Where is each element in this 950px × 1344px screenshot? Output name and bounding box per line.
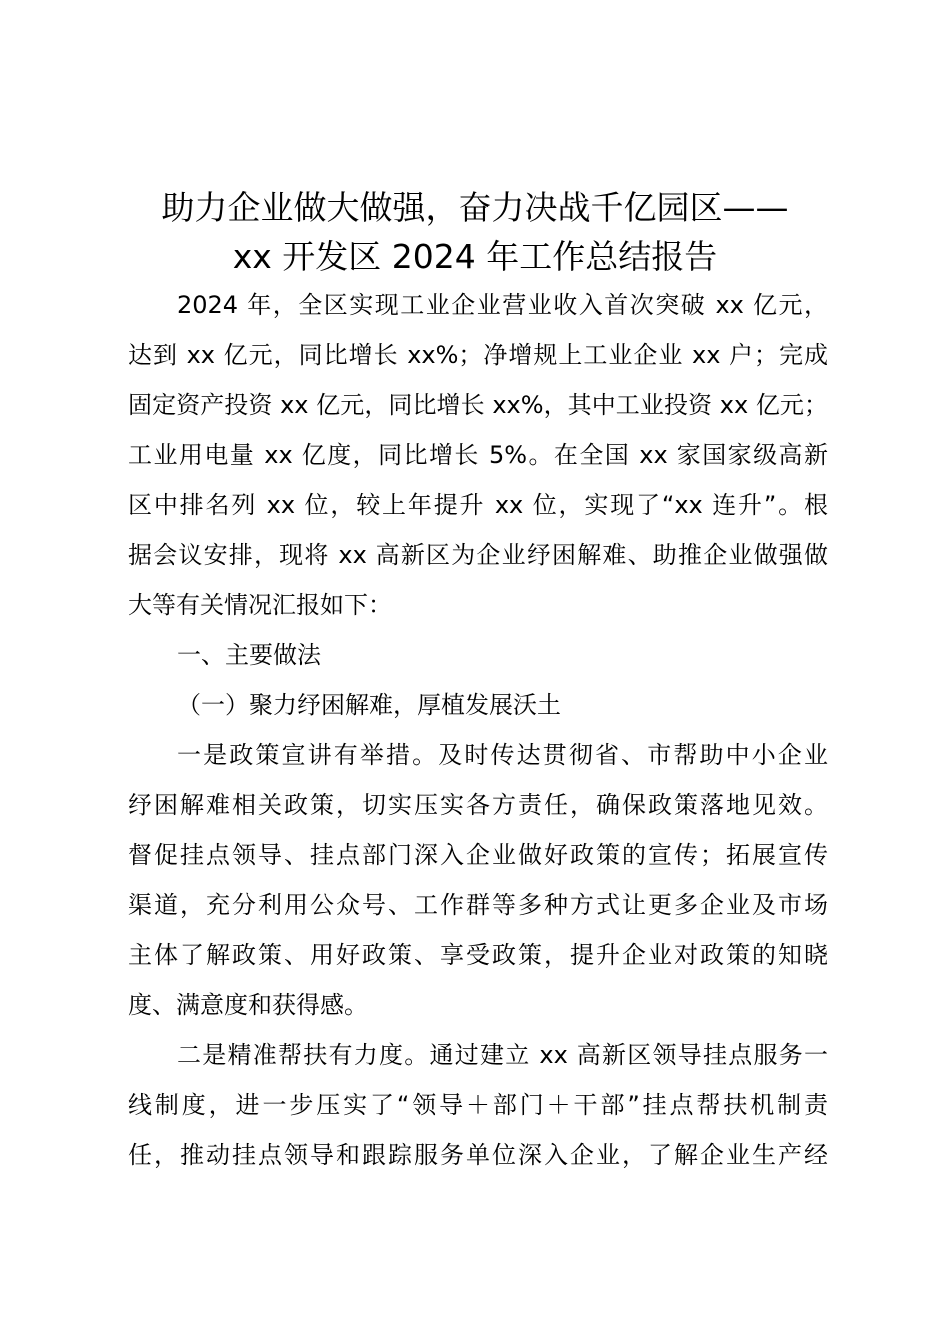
paragraph-line: 一是政策宣讲有举措。及时传达贯彻省、市帮助中小企业 bbox=[177, 741, 828, 769]
paragraph-line: 任，推动挂点领导和跟踪服务单位深入企业，了解企业生产经 bbox=[128, 1141, 828, 1169]
subsection-heading: （一）聚力纾困解难，厚植发展沃土 bbox=[177, 691, 561, 719]
paragraph-line: 线制度，进一步压实了“领导＋部门＋干部”挂点帮扶机制责 bbox=[128, 1091, 828, 1119]
paragraph-line: 区中排名列 xx 位，较上年提升 xx 位，实现了“xx 连升”。根 bbox=[128, 491, 828, 519]
paragraph-line: 固定资产投资 xx 亿元，同比增长 xx%，其中工业投资 xx 亿元； bbox=[128, 391, 828, 419]
paragraph-line: 主体了解政策、用好政策、享受政策，提升企业对政策的知晓 bbox=[128, 941, 828, 969]
paragraph-line: 2024 年，全区实现工业企业营业收入首次突破 xx 亿元， bbox=[177, 291, 828, 319]
paragraph-line: 督促挂点领导、挂点部门深入企业做好政策的宣传；拓展宣传 bbox=[128, 841, 828, 869]
document-title-line-2: xx 开发区 2024 年工作总结报告 bbox=[232, 237, 718, 276]
paragraph-line: 纾困解难相关政策，切实压实各方责任，确保政策落地见效。 bbox=[128, 791, 828, 819]
paragraph-line: 度、满意度和获得感。 bbox=[128, 991, 368, 1019]
paragraph-line: 工业用电量 xx 亿度，同比增长 5%。在全国 xx 家国家级高新 bbox=[128, 441, 828, 469]
paragraph-line: 据会议安排，现将 xx 高新区为企业纾困解难、助推企业做强做 bbox=[128, 541, 828, 569]
paragraph-line: 大等有关情况汇报如下： bbox=[128, 591, 392, 619]
document-title-line-1: 助力企业做大做强，奋力决战千亿园区—— bbox=[161, 188, 789, 227]
paragraph-line: 二是精准帮扶有力度。通过建立 xx 高新区领导挂点服务一 bbox=[177, 1041, 828, 1069]
section-heading: 一、主要做法 bbox=[177, 641, 321, 669]
paragraph-line: 达到 xx 亿元，同比增长 xx%；净增规上工业企业 xx 户；完成 bbox=[128, 341, 828, 369]
paragraph-line: 渠道，充分利用公众号、工作群等多种方式让更多企业及市场 bbox=[128, 891, 828, 919]
